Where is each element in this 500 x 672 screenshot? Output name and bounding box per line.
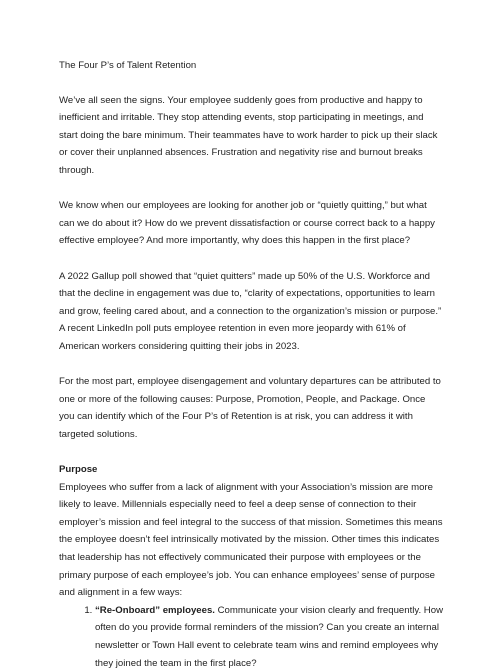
paragraph-gallup-poll: A 2022 Gallup poll showed that “quiet quitters” made up 50% of the U.S. Workforce and that the decline in engagement was due to, “clarity of expectations, opportunities to learn and grow, feeling cared about, and a connection to the organization’s mission or purpose.” A recent LinkedIn poll puts employee retention in even more jeopardy with 61% of American workers considering quitting their jobs in 2023. [59,270,442,352]
purpose-list [59,602,443,672]
list-item [95,602,443,672]
paragraph-four-ps: For the most part, employee disengagement and voluntary departures can be attributed to one or more of the following causes: Purpose, Promotion, People, and Package. Once you can identify which of the Four P’s of Retention is at risk, you can address it with targeted solutions. [59,376,441,440]
list-item-text: Communicate your vision clearly and frequently. How often do you provide formal reminders of the mission? Can you create an internal newsletter or Town Hall event to celebrate team wins and remind employees why they joined the team in the first place? [95,604,443,669]
section-heading-purpose: Purpose [59,464,98,476]
section-body-purpose: Employees who suffer from a lack of alignment with your Association’s mission are more likely to leave. Millennials especially need to feel a deep sense of connection to their employer’s mission and feel integral to the success of that mission. Sometimes this means the employee doesn’t feel intrinsically motivated by the mission. Other times this indicates that leadership has not effectively communicated their purpose with employees or the primary purpose of each employee’s job. You can enhance employees’ sense of purpose and alignment in a few ways: [59,481,443,599]
document-title: The Four P’s of Talent Retention [59,60,197,71]
paragraph-signs: We’ve all seen the signs. Your employee suddenly goes from productive and happy to inefficient and irritable. They stop attending events, stop participating in meetings, and start doing the bare minimum. Their teammates have to work harder to pick up their slack or cover their unplanned absences. Frustration and negativity rise and burnout breaks through. [59,94,438,176]
paragraph-quiet-quitting: We know when our employees are looking for another job or “quietly quitting,” but what can we do about it? How do we prevent dissatisfaction or course correct back to a happy effective employee? And more importantly, why does this happen in the first place? [59,200,435,247]
document-page [59,57,443,672]
list-item-strong: “Re-Onboard” employees. [95,604,215,616]
